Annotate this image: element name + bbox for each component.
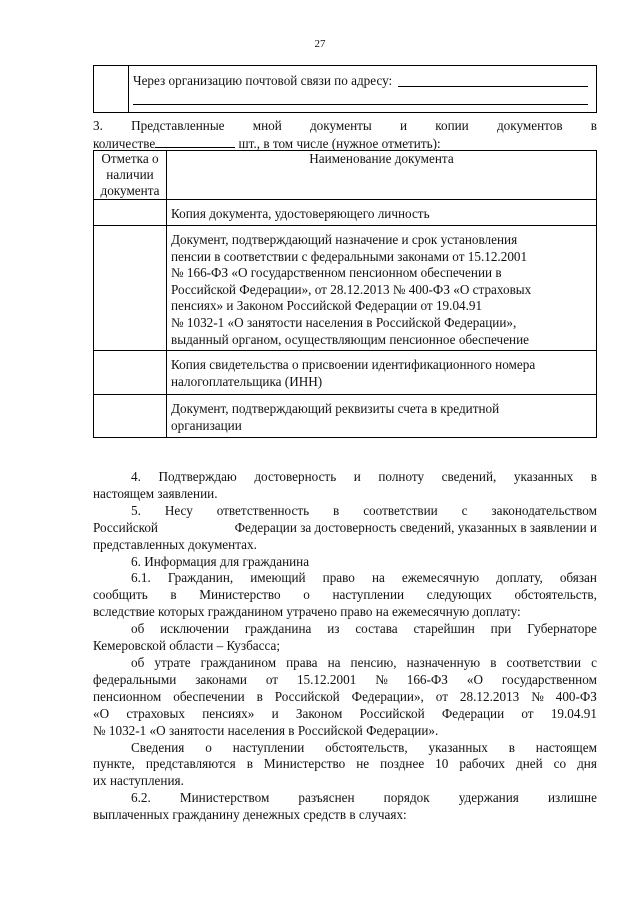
word: рабочих xyxy=(459,756,506,772)
para-6-1-line xyxy=(93,587,597,604)
documents-table xyxy=(93,150,597,438)
word: старейшин xyxy=(413,621,475,637)
word: представляются xyxy=(145,756,236,772)
table-row xyxy=(94,395,597,437)
item-2-line xyxy=(93,706,597,723)
word: излишне xyxy=(547,790,597,806)
doc-line: Документ, подтверждающий назначение и срок установления xyxy=(171,232,518,247)
word: Подтверждаю xyxy=(158,469,237,484)
word: в xyxy=(490,654,497,670)
word: Сведения xyxy=(131,739,185,755)
word: в xyxy=(508,739,515,755)
header-mark-line: Отметка о xyxy=(101,151,159,166)
word: с xyxy=(461,502,468,518)
postal-address-label: Через организацию почтовой связи по адресу: xyxy=(133,73,393,88)
word: 3. xyxy=(93,118,103,133)
word: при xyxy=(490,621,512,637)
word: от xyxy=(435,688,448,704)
word: Губернаторе xyxy=(527,621,597,637)
table-row xyxy=(94,351,597,395)
word: Федерации xyxy=(441,705,505,721)
postal-address-box xyxy=(93,65,597,113)
word: копии xyxy=(435,118,469,133)
word: обязан xyxy=(559,570,597,586)
word: наступлении xyxy=(332,587,405,603)
word: следующих xyxy=(426,587,492,603)
doc-line: организации xyxy=(171,417,242,433)
word: пенсиях» xyxy=(202,705,255,721)
para-5-line xyxy=(93,503,597,520)
word: обстоятельств, xyxy=(325,739,408,755)
doc-line: выданный органом, осуществляющим пенсионное обеспечение xyxy=(171,331,530,347)
word: утрате xyxy=(154,654,191,670)
word: с xyxy=(591,654,597,670)
quantity-suffix: шт., в том числе (нужное отметить): xyxy=(238,135,441,151)
doc-line: пенсиях» и Законом Российской Федерации от 19.04.91 xyxy=(171,298,483,314)
word: 6.1. xyxy=(131,570,151,586)
header-mark-line: документа xyxy=(100,183,160,198)
doc-line: Российской Федерации», от 28.12.2013 № 400-ФЗ «О страховых xyxy=(171,281,532,297)
doc-line: № 166-ФЗ «О государственном пенсионном обеспечении в xyxy=(171,265,502,281)
para-4-line xyxy=(93,469,597,486)
word: «О xyxy=(466,671,483,687)
word: об xyxy=(131,621,145,637)
quantity-field[interactable] xyxy=(155,135,235,148)
word: соответствии xyxy=(363,502,438,518)
word: и xyxy=(271,705,279,721)
postal-checkbox-cell[interactable] xyxy=(94,66,129,112)
doc-line: налогоплательщика (ИНН) xyxy=(171,373,323,389)
word: пенсионном xyxy=(93,688,162,704)
word: состава xyxy=(355,621,398,637)
word: Федерации за достоверность сведений, указанных в заявлении и xyxy=(234,519,597,535)
word: федеральными xyxy=(93,671,177,687)
word: настоящем xyxy=(535,739,597,755)
word: указанных xyxy=(513,469,574,484)
notice-line xyxy=(93,756,597,773)
word: наступлении xyxy=(232,739,305,755)
table-row xyxy=(94,200,597,226)
header-mark-column xyxy=(94,151,167,200)
notice-line xyxy=(93,740,597,757)
section-3-line-1 xyxy=(93,118,597,135)
word: и xyxy=(399,118,408,133)
word: законодательством xyxy=(491,502,597,518)
word: в xyxy=(246,756,253,772)
word: Российской xyxy=(359,705,425,721)
doc-name-cell xyxy=(167,395,597,437)
para-5-line: представленных документах. xyxy=(93,536,257,552)
doc-name-cell xyxy=(167,200,597,226)
item-1-line: Кемеровской области – Кузбасса; xyxy=(93,638,281,654)
word: сообщить xyxy=(93,587,148,603)
word: со xyxy=(553,756,567,772)
word: соответствии xyxy=(506,654,582,670)
word: Федерации», xyxy=(351,688,424,704)
doc-line: Копия свидетельства о присвоении идентификационного номера xyxy=(171,357,536,373)
word: Российской xyxy=(274,688,340,704)
word: пункте, xyxy=(93,756,135,772)
word: 166-ФЗ xyxy=(406,671,448,687)
word: в xyxy=(333,502,340,518)
word: 15.12.2001 xyxy=(296,671,357,687)
word: ежемесячную xyxy=(401,570,480,586)
item-1-line xyxy=(93,621,597,638)
para-6-1-line: вследствие которых гражданином утрачено право на ежемесячную доплату: xyxy=(93,604,521,620)
word: Министерство xyxy=(199,587,281,603)
word: из xyxy=(327,621,340,637)
item-2-line xyxy=(93,689,597,706)
word: удержания xyxy=(458,790,519,806)
word: гражданина xyxy=(244,621,312,637)
word: о xyxy=(303,587,310,603)
word: право xyxy=(322,570,355,586)
notice-line: их наступления. xyxy=(93,773,184,789)
section-3 xyxy=(93,118,597,152)
word: доплату, xyxy=(496,570,543,586)
word: дней xyxy=(515,756,543,772)
doc-mark-cell[interactable] xyxy=(94,395,167,437)
word: Министерством xyxy=(179,790,270,806)
word: имеющий xyxy=(250,570,306,586)
word: гражданином xyxy=(200,654,277,670)
word: документов xyxy=(496,118,563,133)
word: 6.2. xyxy=(131,790,151,806)
word: порядок xyxy=(383,790,430,806)
word: назначенную xyxy=(406,654,481,670)
word: позднее xyxy=(380,756,425,772)
doc-name-cell xyxy=(167,351,597,395)
item-2-line: № 1032-1 «О занятости населения в Российской Федерации». xyxy=(93,722,439,738)
para-6-1-line xyxy=(93,570,597,587)
word: 5. xyxy=(131,502,141,518)
word: Министерство xyxy=(263,756,346,772)
item-2-line xyxy=(93,672,597,689)
word: дня xyxy=(577,756,597,772)
page-number: 27 xyxy=(314,38,326,50)
word: обстоятельств, xyxy=(514,587,597,603)
word: достоверность xyxy=(254,469,337,484)
word: Российской xyxy=(93,519,158,535)
word: указанных xyxy=(428,739,488,755)
word: 4. xyxy=(131,469,141,484)
postal-address-field-2[interactable] xyxy=(133,104,588,105)
word: о xyxy=(205,739,212,755)
word: № xyxy=(531,688,544,704)
word: Представленные xyxy=(131,118,225,133)
word: документы xyxy=(309,118,372,133)
word: и xyxy=(353,469,361,484)
word: права xyxy=(286,654,318,670)
word: мной xyxy=(252,118,282,133)
word: об xyxy=(131,654,145,670)
word: обеспечении xyxy=(173,688,245,704)
body-text xyxy=(93,469,597,824)
word: в xyxy=(590,118,597,133)
word: страховых xyxy=(126,705,185,721)
doc-line: Документ, подтверждающий реквизиты счета в кредитной xyxy=(171,401,500,417)
word: от xyxy=(521,705,534,721)
doc-line: пенсии в соответствии с федеральными законами от 15.12.2001 xyxy=(171,248,528,264)
word: законами xyxy=(195,671,247,687)
word: 400-ФЗ xyxy=(555,688,597,704)
word: сведений, xyxy=(441,469,497,484)
word: разъяснен xyxy=(298,790,355,806)
word: исключении xyxy=(160,621,230,637)
word: не xyxy=(356,756,370,772)
doc-mark-cell[interactable] xyxy=(94,351,167,395)
para-5-line xyxy=(93,520,597,537)
word: в xyxy=(170,587,177,603)
word: Гражданин, xyxy=(167,570,234,586)
word: «О xyxy=(93,705,110,721)
item-2-line xyxy=(93,655,597,672)
doc-line: Копия документа, удостоверяющего личность xyxy=(171,206,430,221)
header-document-name: Наименование документа xyxy=(167,151,597,200)
word: 28.12.2013 xyxy=(459,688,520,704)
header-mark-line: наличии xyxy=(106,167,154,182)
word: 19.04.91 xyxy=(550,705,597,721)
word: Законом xyxy=(295,705,343,721)
word: полноту xyxy=(378,469,425,484)
word: на xyxy=(371,570,385,586)
doc-line: № 1032-1 «О занятости населения в Российской Федерации», xyxy=(171,314,517,330)
doc-mark-cell[interactable] xyxy=(94,200,167,226)
doc-mark-cell[interactable] xyxy=(94,226,167,351)
word: Несу xyxy=(164,502,193,518)
word: в xyxy=(590,469,597,484)
doc-name-cell xyxy=(167,226,597,351)
word: № xyxy=(375,671,388,687)
para-6-2-line: выплаченных гражданину денежных средств в случаях: xyxy=(93,807,407,823)
postal-address-field[interactable] xyxy=(398,86,588,87)
table-header-row xyxy=(94,151,597,200)
word: государственном xyxy=(501,671,597,687)
word: от xyxy=(265,671,279,687)
word: в xyxy=(256,688,263,704)
word: 10 xyxy=(435,756,449,772)
para-6-heading: 6. Информация для гражданина xyxy=(131,553,310,569)
para-6-2-line xyxy=(93,790,597,807)
word: ответственность xyxy=(216,502,310,518)
table-row xyxy=(94,226,597,351)
word: на xyxy=(327,654,341,670)
para-4-line: настоящем заявлении. xyxy=(93,485,218,501)
quantity-label: количестве xyxy=(93,135,156,151)
word: пенсию, xyxy=(350,654,397,670)
postal-address-cell xyxy=(129,66,596,112)
